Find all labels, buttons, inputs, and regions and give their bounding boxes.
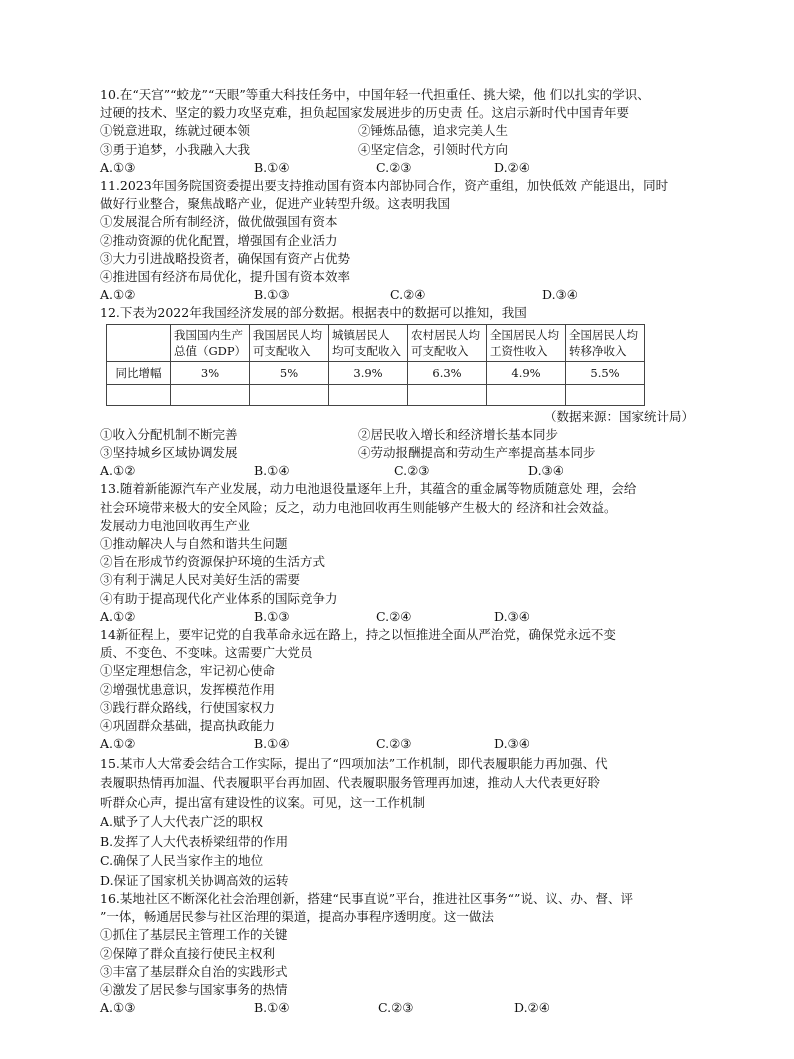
question-15-stem-line-1: 15.某市人大常委会结合工作实际，提出了“四项加法”工作机制，即代表履职能力再加强、代: [100, 755, 608, 771]
option: ①发展混合所有制经济，做优做强国有资本: [100, 214, 338, 230]
question-12-stem: 12.下表为2022年我国经济发展的部分数据。根据表中的数据可以推知，我国: [100, 305, 527, 321]
option: ②居民收入增长和经济增长基本同步: [358, 426, 559, 442]
question-13-stem-line-2: 社会环境带来极大的安全风险；反之，动力电池回收再生则能够产生极大的 经济和社会效益。: [100, 499, 617, 515]
option: ③丰富了基层群众自治的实践形式: [100, 963, 288, 979]
option: ②旨在形成节约资源保护环境的生活方式: [100, 554, 326, 570]
question-12: [100, 304, 700, 480]
question-16-stem-line-2: ”一体，畅通居民参与社区治理的渠道，提高办事程序透明度。这一做法: [100, 909, 494, 925]
choice-a: A.①③: [100, 159, 136, 175]
table-cell: 3%: [171, 361, 250, 384]
statistics-table: [106, 324, 645, 406]
question-14-stem-line-1: 14新征程上，要牢记党的自我革命永远在路上，持之以恒推进全面从严治党，确保党永远不变: [100, 627, 616, 643]
choice-a: A.赋予了人大代表广泛的职权: [100, 814, 264, 829]
choice-c: C.确保了人民当家作主的地位: [100, 853, 264, 868]
question-13-stem-line-3: 发展动力电池回收再生产业: [100, 517, 251, 533]
choice-b: B.①④: [254, 1000, 290, 1016]
option: ①抓住了基层民主管理工作的关键: [100, 927, 288, 943]
option: ②增强忧患意识，发挥模范作用: [100, 681, 276, 697]
table-header-cell: 我国国内生产 总值（GDP）: [171, 324, 250, 361]
option: ④坚定信念，引领时代方向: [358, 141, 509, 157]
table-cell: 5.5%: [566, 361, 645, 384]
table-corner-cell: [107, 324, 171, 361]
choice-d: D.③④: [542, 287, 578, 303]
choice-c: C.②④: [376, 608, 412, 624]
option: ③大力引进战略投资者，确保国有资产占优势: [100, 250, 351, 266]
choice-b: B.发挥了人大代表桥梁纽带的作用: [100, 833, 289, 849]
question-15-stem-line-2: 表履职热情再加温、代表履职平台再加固、代表履职服务管理再加速，推动人大代表更好聆: [100, 775, 601, 790]
question-10-stem-line-1: 10.在“天宫”“蛟龙”“天眼”等重大科技任务中，中国年轻一代担重任、挑大梁，他 们以扎实的学识、: [100, 87, 650, 102]
choice-d: D.保证了国家机关协调高效的运转: [100, 872, 289, 888]
option: ②锤炼品德，追求完美人生: [358, 123, 509, 139]
choice-c: C.②③: [394, 463, 430, 479]
table-header-cell: 我国居民人均 可支配收入: [250, 324, 329, 361]
choice-c: C.②③: [378, 1000, 414, 1016]
question-13: [100, 480, 700, 626]
choice-c: C.②③: [376, 159, 412, 175]
option: ①坚定理想信念，牢记初心使命: [100, 663, 276, 679]
question-15-stem-line-3: 听群众心声，提出富有建设性的议案。可见，这一工作机制: [100, 794, 426, 810]
option: ③践行群众路线，行使国家权力: [100, 699, 276, 715]
option: ②保障了群众直接行使民主权利: [100, 945, 276, 961]
choice-d: D.②④: [494, 159, 530, 175]
question-14-stem-line-2: 质、不变色、不变味。这需要广大党员: [100, 645, 313, 661]
table-header-row: [107, 324, 645, 361]
option: ③有利于满足人民对美好生活的需要: [100, 572, 301, 588]
question-16-stem-line-1: 16.某地社区不断深化社会治理创新，搭建“民事直说”平台，推进社区事务“”说、议、办、督、评: [100, 891, 633, 906]
option: ④有助于提高现代化产业体系的国际竞争力: [100, 590, 338, 606]
question-13-stem-line-1: 13.随着新能源汽车产业发展，动力电池退役量逐年上升，其蕴含的重金属等物质随意处 理，会给: [100, 481, 637, 497]
question-16: [100, 890, 700, 1017]
option: ④推进国有经济布局优化，提升国有资本效率: [100, 269, 351, 285]
table-cell: 5%: [250, 361, 329, 384]
question-10: [100, 86, 700, 177]
table-row: [107, 361, 645, 384]
choice-b: B.①④: [254, 159, 290, 175]
choice-a: A.①②: [100, 287, 136, 303]
table-cell: 6.3%: [408, 361, 487, 384]
option: ④激发了居民参与国家事务的热情: [100, 982, 288, 998]
option: ①推动解决人与自然和谐共生问题: [100, 536, 288, 552]
choice-b: B.①④: [254, 736, 290, 752]
data-source: （数据来源：国家统计局）: [543, 408, 694, 424]
table-header-cell: 全国居民人均 工资性收入: [487, 324, 566, 361]
option: ③勇于追梦，小我融入大我: [100, 141, 251, 157]
choice-b: B.①④: [254, 463, 290, 479]
choice-c: C.②③: [376, 736, 412, 752]
question-11-stem-line-1: 11.2023年国务院国资委提出要支持推动国有资本内部协同合作，资产重组，加快低效 产能退出，同时: [100, 178, 669, 194]
choice-a: A.①②: [100, 736, 136, 752]
choice-d: D.③④: [494, 608, 530, 624]
choice-d: D.③④: [494, 736, 530, 752]
table-header-cell: 全国居民人均 转移净收入: [566, 324, 645, 361]
option: ①锐意进取，练就过硬本领: [100, 123, 251, 139]
table-cell: 4.9%: [487, 361, 566, 384]
choice-b: B.①③: [254, 287, 290, 303]
choice-c: C.②④: [390, 287, 426, 303]
table-header-cell: 农村居民人均 可支配收入: [408, 324, 487, 361]
choice-a: A.①②: [100, 608, 136, 624]
option: ③坚持城乡区域协调发展: [100, 445, 238, 461]
option: ①收入分配机制不断完善: [100, 426, 238, 442]
option: ②推动资源的优化配置，增强国有企业活力: [100, 232, 338, 248]
choice-d: D.③④: [528, 463, 564, 479]
question-15: [100, 754, 700, 891]
table-cell: 3.9%: [329, 361, 408, 384]
question-10-stem-line-2: 过硬的技术、坚定的毅力攻坚克难，担负起国家发展进步的历史责 任。这启示新时代中国青年要: [100, 105, 629, 121]
choice-d: D.②④: [514, 1000, 550, 1016]
choice-a: A.①②: [100, 463, 136, 479]
question-14: [100, 626, 700, 753]
table-row: [107, 384, 645, 405]
question-11: [100, 177, 700, 304]
table-header-cell: 城镇居民人 均可支配收入: [329, 324, 408, 361]
option: ④巩固群众基础，提高执政能力: [100, 718, 276, 734]
option: ④劳动报酬提高和劳动生产率提高基本同步: [358, 445, 596, 461]
question-11-stem-line-2: 做好行业整合，聚焦战略产业，促进产业转型升级。这表明我国: [100, 196, 451, 212]
choice-b: B.①③: [254, 608, 290, 624]
table-row-label: 同比增幅: [107, 361, 171, 384]
choice-a: A.①③: [100, 1000, 136, 1016]
